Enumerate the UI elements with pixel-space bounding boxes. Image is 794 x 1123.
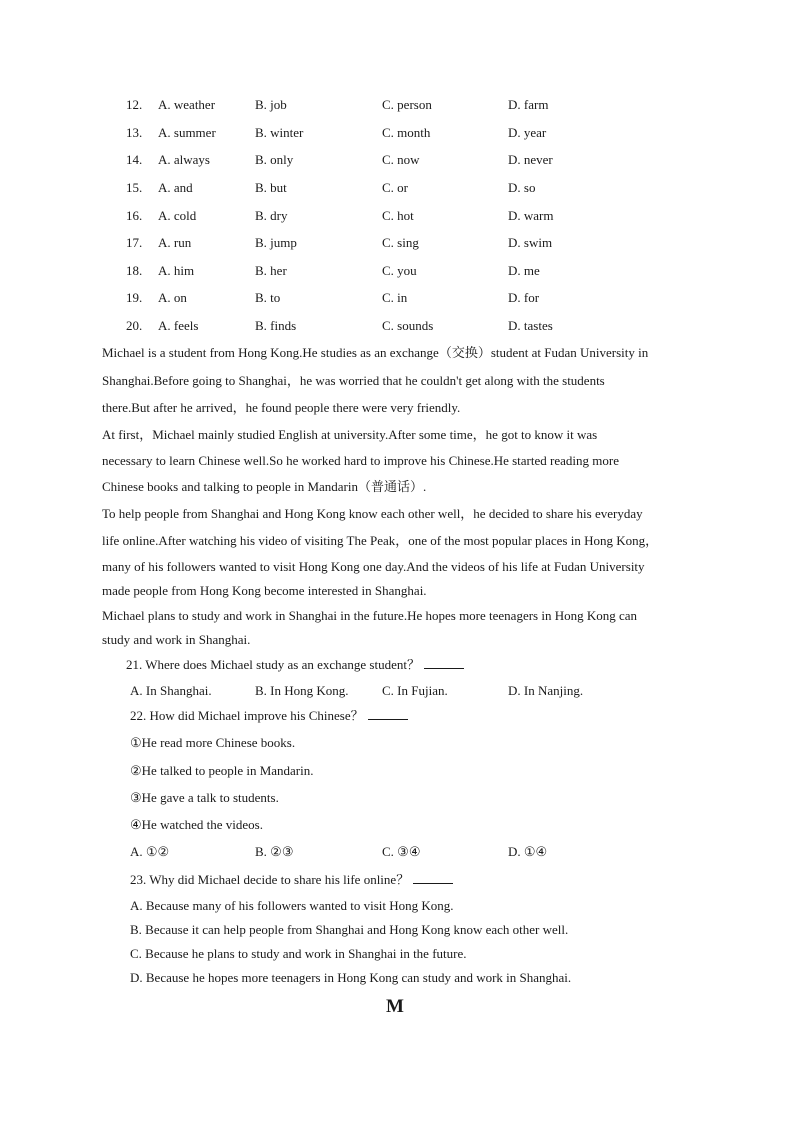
option-c: C. hot <box>382 208 414 223</box>
passage-line: Michael is a student from Hong Kong.He studies as an exchange（交换）student at Fudan University in <box>102 345 649 360</box>
option-a: A. ①② <box>130 844 170 859</box>
passage-line: necessary to learn Chinese well.So he worked hard to improve his Chinese.He started reading more <box>102 453 619 468</box>
option-d: D. year <box>508 125 547 140</box>
option-d: D. ①④ <box>508 844 548 859</box>
option-b: B. winter <box>255 125 304 140</box>
option-b: B. jump <box>255 235 297 250</box>
passage-line: To help people from Shanghai and Hong Kong know each other well，he decided to share his everyday <box>102 506 643 521</box>
option-a: A. and <box>158 180 193 195</box>
option-a: A. cold <box>158 208 197 223</box>
passage-line: At first，Michael mainly studied English at university.After some time，he got to know it was <box>102 427 598 442</box>
passage-line: life online.After watching his video of visiting The Peak，one of the most popular places in Hong Kong， <box>102 533 659 548</box>
question-number: 18. <box>126 263 143 278</box>
option-b: B. job <box>255 97 287 112</box>
answer-blank <box>413 870 453 884</box>
option-a: A. Because many of his followers wanted to visit Hong Kong. <box>130 898 454 913</box>
question-text: 22. How did Michael improve his Chinese？ <box>130 708 364 723</box>
option-c: C. now <box>382 152 420 167</box>
option-c: C. in <box>382 290 408 305</box>
option-a: A. him <box>158 263 195 278</box>
option-d: D. swim <box>508 235 553 250</box>
question-number: 19. <box>126 290 143 305</box>
option-a: A. feels <box>158 318 199 333</box>
option-c: C. you <box>382 263 417 278</box>
option-c: C. person <box>382 97 432 112</box>
option-b: B. Because it can help people from Shanghai and Hong Kong know each other well. <box>130 922 569 937</box>
option-b: B. ②③ <box>255 844 294 859</box>
option-a: A. weather <box>158 97 216 112</box>
option-d: D. In Nanjing. <box>508 683 584 698</box>
question-number: 20. <box>126 318 143 333</box>
option-b: B. to <box>255 290 281 305</box>
option-c: C. Because he plans to study and work in Shanghai in the future. <box>130 946 467 961</box>
question-text: 21. Where does Michael study as an exchange student？ <box>126 657 420 672</box>
option-b: B. her <box>255 263 287 278</box>
question-number: 14. <box>126 152 143 167</box>
question-number: 13. <box>126 125 143 140</box>
option-d: D. Because he hopes more teenagers in Hong Kong can study and work in Shanghai. <box>130 970 572 985</box>
option-d: D. me <box>508 263 540 278</box>
question-number: 12. <box>126 97 143 112</box>
option-c: C. In Fujian. <box>382 683 448 698</box>
question-22-stem <box>130 706 408 726</box>
option-b: B. finds <box>255 318 297 333</box>
option-c: C. ③④ <box>382 844 421 859</box>
option-b: B. only <box>255 152 294 167</box>
option-a: A. summer <box>158 125 216 140</box>
option-a: A. always <box>158 152 210 167</box>
passage-line: Chinese books and talking to people in Mandarin（普通话）. <box>102 479 427 494</box>
option-b: B. but <box>255 180 287 195</box>
passage-line: study and work in Shanghai. <box>102 632 251 647</box>
statement-3: ③He gave a talk to students. <box>130 790 279 805</box>
option-d: D. so <box>508 180 536 195</box>
statement-4: ④He watched the videos. <box>130 817 263 832</box>
option-b: B. dry <box>255 208 288 223</box>
option-d: D. for <box>508 290 540 305</box>
option-d: D. tastes <box>508 318 553 333</box>
answer-blank <box>368 706 408 720</box>
passage-line: Shanghai.Before going to Shanghai，he was worried that he couldn't get along with the students <box>102 373 605 388</box>
option-c: C. sounds <box>382 318 434 333</box>
statement-1: ①He read more Chinese books. <box>130 735 296 750</box>
option-c: C. month <box>382 125 431 140</box>
question-23-stem <box>130 870 453 890</box>
option-a: A. In Shanghai. <box>130 683 212 698</box>
question-number: 17. <box>126 235 143 250</box>
question-number: 15. <box>126 180 143 195</box>
option-d: D. warm <box>508 208 554 223</box>
passage-line: made people from Hong Kong become interested in Shanghai. <box>102 583 427 598</box>
option-c: C. or <box>382 180 408 195</box>
statement-2: ②He talked to people in Mandarin. <box>130 763 314 778</box>
option-c: C. sing <box>382 235 419 250</box>
question-21-stem <box>126 655 464 675</box>
footer-mark: M <box>386 996 404 1017</box>
option-a: A. run <box>158 235 192 250</box>
question-number: 16. <box>126 208 143 223</box>
option-d: D. farm <box>508 97 549 112</box>
option-b: B. In Hong Kong. <box>255 683 349 698</box>
question-text: 23. Why did Michael decide to share his life online？ <box>130 872 410 887</box>
option-a: A. on <box>158 290 187 305</box>
answer-blank <box>424 655 464 669</box>
passage-line: Michael plans to study and work in Shanghai in the future.He hopes more teenagers in Hong Kong can <box>102 608 638 623</box>
option-d: D. never <box>508 152 553 167</box>
passage-line: many of his followers wanted to visit Hong Kong one day.And the videos of his life at Fudan University <box>102 559 645 574</box>
passage-line: there.But after he arrived，he found people there were very friendly. <box>102 400 461 415</box>
